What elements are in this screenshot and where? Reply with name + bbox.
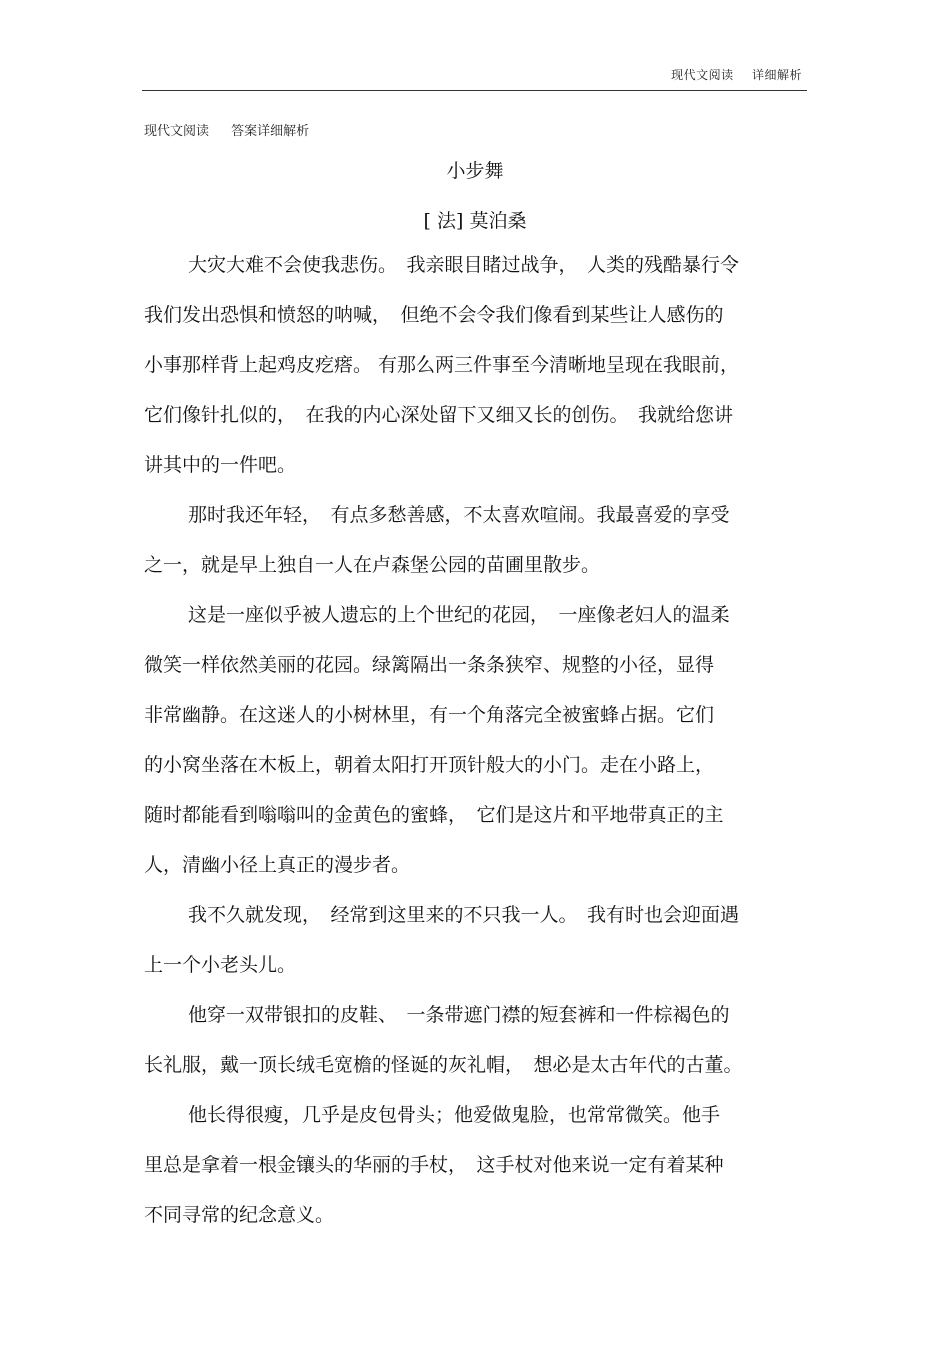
text-line: 大灾大难不会使我悲伤。 我亲眼目睹过战争， 人类的残酷暴行令 xyxy=(188,254,740,276)
text-line: 那时我还年轻， 有点多愁善感，不太喜欢喧闹。我最喜爱的享受 xyxy=(188,504,730,526)
text-line: 它们像针扎似的， 在我的内心深处留下又细又长的创伤。 我就给您讲 xyxy=(144,404,734,426)
paragraph-1 xyxy=(144,240,809,490)
article-author: [ 法] 莫泊桑 xyxy=(423,210,527,232)
document-label-part2: 答案详细解析 xyxy=(231,124,310,139)
text-line: 讲其中的一件吧。 xyxy=(144,454,297,476)
text-line: 的小窝坐落在木板上，朝着太阳打开顶针般大的小门。走在小路上， xyxy=(144,754,715,776)
paragraph-5 xyxy=(144,990,809,1090)
paragraph-6 xyxy=(144,1090,809,1240)
header-rule xyxy=(142,90,807,91)
text-line: 不同寻常的纪念意义。 xyxy=(144,1204,335,1226)
running-header-right: 详细解析 xyxy=(751,68,802,82)
text-line: 他长得很瘦，几乎是皮包骨头；他爱做鬼脸，也常常微笑。他手 xyxy=(188,1104,721,1126)
text-line: 上一个小老头儿。 xyxy=(144,954,297,976)
text-line: 小事那样背上起鸡皮疙瘩。 有那么两三件事至今清晰地呈现在我眼前， xyxy=(144,354,740,376)
text-line: 他穿一双带银扣的皮鞋、 一条带遮门襟的短套裤和一件棕褐色的 xyxy=(188,1004,730,1026)
running-header xyxy=(671,66,802,83)
document-label-part1: 现代文阅读 xyxy=(144,124,210,139)
paragraph-3 xyxy=(144,590,809,890)
text-line: 之一，就是早上独自一人在卢森堡公园的苗圃里散步。 xyxy=(144,554,601,576)
text-line: 长礼服，戴一顶长绒毛宽檐的怪诞的灰礼帽， 想必是太古年代的古董。 xyxy=(144,1054,743,1076)
text-line: 微笑一样依然美丽的花园。绿篱隔出一条条狭窄、规整的小径，显得 xyxy=(144,654,715,676)
text-line: 人，清幽小径上真正的漫步者。 xyxy=(144,854,411,876)
paragraph-4 xyxy=(144,890,809,990)
running-header-left: 现代文阅读 xyxy=(671,68,734,82)
article-title: 小步舞 xyxy=(446,160,504,182)
paragraph-2 xyxy=(144,490,809,590)
text-line: 随时都能看到嗡嗡叫的金黄色的蜜蜂， 它们是这片和平地带真正的主 xyxy=(144,804,724,826)
text-line: 非常幽静。在这迷人的小树林里，有一个角落完全被蜜蜂占据。它们 xyxy=(144,704,715,726)
text-line: 我不久就发现， 经常到这里来的不只我一人。 我有时也会迎面遇 xyxy=(188,904,740,926)
text-line: 里总是拿着一根金镶头的华丽的手杖， 这手杖对他来说一定有着某种 xyxy=(144,1154,724,1176)
article-body xyxy=(144,240,809,1240)
text-line: 这是一座似乎被人遗忘的上个世纪的花园， 一座像老妇人的温柔 xyxy=(188,604,730,626)
document-label xyxy=(144,120,309,139)
text-line: 我们发出恐惧和愤怒的呐喊， 但绝不会令我们像看到某些让人感伤的 xyxy=(144,304,724,326)
